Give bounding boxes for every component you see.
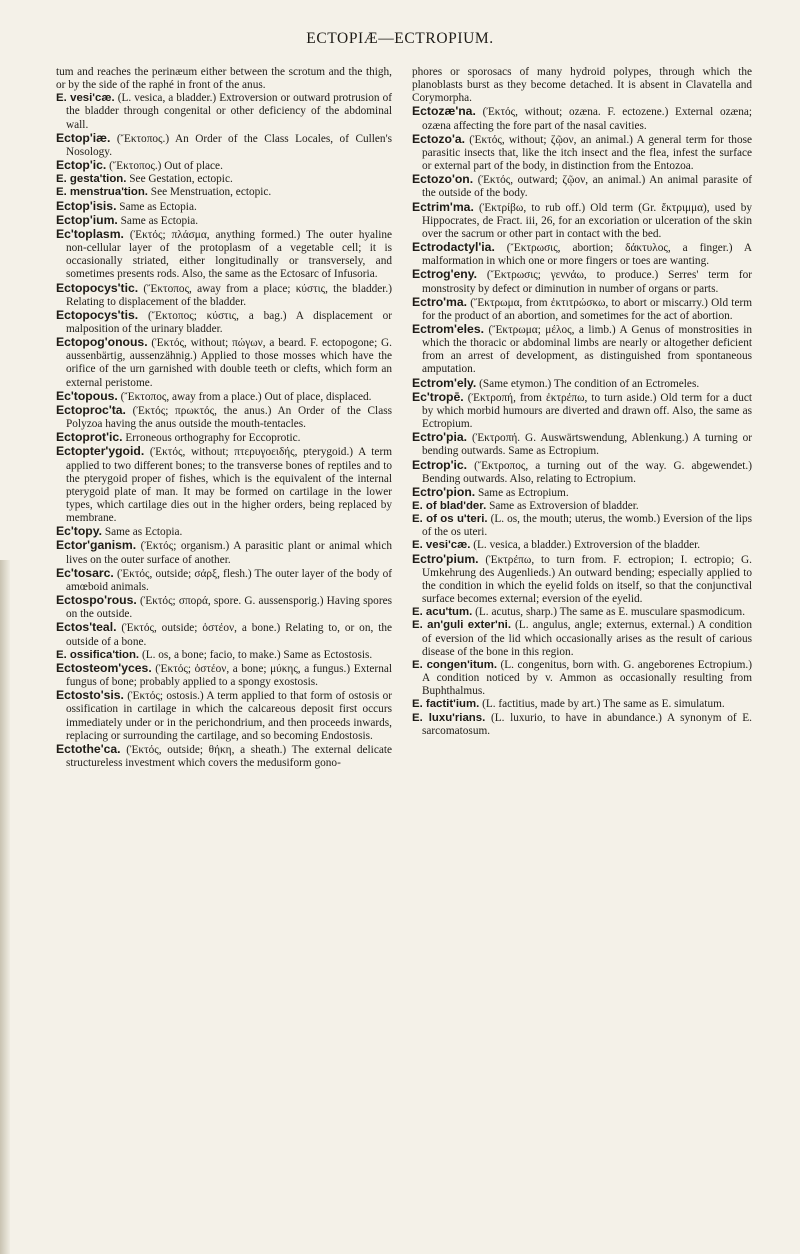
entry-definition: Erroneous orthography for Eccoprotic.: [125, 432, 301, 445]
entry-headword: Ectozæ'na.: [412, 104, 476, 119]
dictionary-entry: [412, 712, 752, 738]
entry-headword: Ectro'pium.: [412, 551, 479, 566]
entry-headword: Ectro'pia.: [412, 430, 468, 445]
left-column: [56, 66, 392, 770]
entry-headword: Ectrog'eny.: [412, 267, 477, 282]
entry-definition: (Ἐκτός, without; πτερυγοειδής, pterygoid.) A term applied to two different bones; to the transverse bones of reptiles and to the pterygoid proper of fishes, which is the equivalent of the internal pterygoid plate of man. It may be formed on cartilage in the lower types, which cartilage dies out in the higher orders, being replaced by membrane.: [66, 446, 392, 525]
entry-definition: (Ἔκτρωμα; μέλος, a limb.) A Genus of monstrosities in which the thoracic or abdominal limbs are nearly or altogether deficient from an arrest of development, as distinguished from spontaneous amputation.: [422, 323, 752, 376]
entry-headword: E. ossifica'tion.: [56, 648, 140, 661]
entry-definition: (Ἐκτός; ὀστέον, a bone; μύκης, a fungus.) External fungus of bone; probably applied to a spongy exostosis.: [66, 662, 392, 689]
dictionary-entry: [56, 390, 392, 404]
entry-headword: Ec'topy.: [56, 524, 103, 539]
dictionary-entry: [56, 539, 392, 566]
entry-headword: Ectop'ium.: [56, 212, 118, 227]
entry-definition: (Ἔκτροπος, a turning out of the way. G. abgewendet.) Bending outwards. Also, relating to Ectropium.: [422, 459, 752, 485]
running-head: ECTOPIÆ—ECTROPIUM.: [306, 30, 494, 47]
dictionary-entry: [56, 214, 392, 228]
entry-definition: (Ἐκτός, outside; ὀστέον, a bone.) Relating to, or on, the outside of a bone.: [66, 622, 392, 648]
entry-headword: Ectrom'eles.: [412, 321, 484, 336]
entry-definition: (Ἐκτός, outside; θήκη, a sheath.) The external delicate structureless investment which covers the medusiform gono-: [66, 743, 392, 769]
entry-definition: (Ἐκτροπή. G. Auswärtswendung, Ablenkung.) A turning or bending outwards. Same as Ectropium.: [422, 432, 752, 458]
entry-headword: Ectos'teal.: [56, 620, 117, 635]
dictionary-entry: [56, 445, 392, 525]
entry-definition: Same as Ectopia.: [104, 526, 183, 539]
entry-headword: Ectop'iæ.: [56, 130, 111, 145]
entry-headword: E. of blad'der.: [412, 500, 487, 512]
entry-definition: Same as Ectropium.: [478, 486, 569, 499]
entry-definition: (Ἐκτός; ostosis.) A term applied to that form of ostosis or ossification in cartilage in which the calcareous deposit first occurs immediately under or in the perichondrium, and then proceeds inwards, replacing or surrounding the cartilage, and so becoming Endostosis.: [66, 690, 392, 742]
entry-definition: (L. luxurio, to have in abundance.) A synonym of E. sarcomatosum.: [422, 711, 752, 737]
dictionary-entry: [412, 619, 752, 658]
entry-definition: Same as Ectopia.: [119, 200, 197, 213]
entry-definition: (Ἔκτοπος.) An Order of the Class Locales, of Cullen's Nosology.: [66, 132, 392, 158]
entry-definition: Same as Ectopia.: [120, 214, 199, 227]
entry-headword: Ectosteom'yces.: [56, 660, 152, 675]
left-entry-list: [56, 92, 392, 770]
entry-headword: E. menstrua'tion.: [56, 186, 148, 199]
entry-headword: Ector'ganism.: [56, 538, 137, 553]
entry-headword: E. vesi'cæ.: [412, 539, 471, 552]
dictionary-entry: [56, 336, 392, 390]
entry-definition: (Ἐκτρίβω, to rub off.) Old term (Gr. ἔκτριμμα), used by Hippocrates, de Fract. iii, 26, for an excoriation or ulceration of the skin over the sacrum or other part in contact with the bed.: [422, 201, 752, 240]
entry-definition: (L. factitius, made by art.) The same as E. simulatum.: [482, 698, 725, 711]
dictionary-entry: [412, 553, 752, 607]
entry-headword: Ec'toplasm.: [56, 226, 124, 241]
dictionary-entry: [412, 459, 752, 486]
entry-headword: Ectoprot'ic.: [56, 430, 123, 445]
entry-definition: (Ἐκτός; πλάσμα, anything formed.) The outer hyaline non-cellular layer of the protoplasm of a vegetable cell; it is occasionally striated, either longitudinally or transversely, and sometimes presents rods. Also, the same as the Ectosarc of Infusoria.: [66, 228, 393, 281]
entry-headword: Ec'topous.: [56, 388, 118, 403]
entry-headword: Ectoproc'ta.: [56, 402, 126, 417]
dictionary-entry: [412, 606, 752, 619]
dictionary-entry: [56, 173, 392, 186]
entry-definition: (Ἔκτοπος.) Out of place.: [109, 160, 223, 173]
dictionary-entry: [412, 105, 752, 132]
dictionary-entry: [56, 309, 392, 336]
entry-definition: (L. acutus, sharp.) The same as E. musculare spasmodicum.: [475, 606, 746, 619]
entry-headword: Ec'tropē.: [412, 389, 464, 404]
entry-definition: (Ἐκτροπή, from ἐκτρέπω, to turn aside.) Old term for a duct by which morbid humours are diverted and drawn off. Also, the same as Ectropium.: [422, 391, 752, 431]
dictionary-entry: [412, 659, 752, 698]
entry-headword: E. vesi'cæ.: [56, 92, 115, 105]
entry-headword: E. congen'itum.: [412, 658, 498, 671]
entry-definition: (Ἐκτός; πρωκτός, the anus.) An Order of the Class Polyzoa having the anus outside the mouth-tentacles.: [66, 404, 393, 431]
entry-headword: E. an'guli exter'ni.: [412, 619, 511, 632]
dictionary-entry: [412, 698, 752, 711]
dictionary-entry: [56, 662, 392, 689]
entry-headword: Ectro'pion.: [412, 484, 476, 499]
dictionary-entry: [56, 621, 392, 648]
dictionary-entry: [56, 228, 392, 282]
entry-definition: (Ἐκτός, outside; σάρξ, flesh.) The outer layer of the body of amœboid animals.: [66, 567, 392, 593]
dictionary-entry: [412, 513, 752, 539]
dictionary-entry: [412, 486, 752, 500]
right-column: [412, 66, 752, 738]
entry-headword: Ectrop'ic.: [412, 457, 468, 472]
dictionary-entry: [56, 689, 392, 743]
dictionary-entry: [412, 133, 752, 173]
entry-definition: (L. congenitus, born with. G. angeborenes Ectropium.) A condition noticed by v. Ammon as occasionally resulting from Buphthalmus.: [422, 658, 752, 698]
dictionary-entry: [412, 296, 752, 323]
entry-definition: (L. os, a bone; facio, to make.) Same as Ectostosis.: [141, 648, 373, 661]
dictionary-entry: [56, 92, 392, 131]
entry-headword: Ectro'ma.: [412, 294, 468, 309]
dictionary-entry: [56, 594, 392, 621]
entry-headword: Ectothe'ca.: [56, 741, 121, 756]
dictionary-entry: [412, 268, 752, 295]
entry-definition: See Menstruation, ectopic.: [150, 186, 272, 199]
entry-headword: E. factit'ium.: [412, 698, 480, 711]
dictionary-entry: [412, 241, 752, 268]
continuation-text: phores or sporosacs of many hydroid polypes, through which the planoblasts burst as they become detached. It is absent in Clavatella and Corymorpha.: [412, 66, 752, 105]
entry-headword: Ectosto'sis.: [56, 688, 124, 703]
entry-headword: Ectrodactyl'ia.: [412, 240, 495, 255]
entry-definition: (Ἔκτρωσις, abortion; δάκτυλος, a finger.) A malformation in which one or more fingers or toes are wanting.: [422, 242, 752, 268]
entry-headword: Ectopocys'tis.: [56, 307, 139, 322]
entry-definition: (Ἔκτρωσις; γεννάω, to produce.) Serres' term for monstrosity by defect or diminution in number of organs or parts.: [422, 269, 753, 295]
entry-definition: (Ἔκτοπος; κύστις, a bag.) A displacement or malposition of the urinary bladder.: [66, 309, 393, 335]
dictionary-entry: [56, 743, 392, 770]
entry-headword: Ectospo'rous.: [56, 593, 137, 608]
entry-definition: (Ἔκτρωμα, from ἐκτιτρώσκω, to abort or miscarry.) Old term for the product of an abortion, and sometimes for the act of abortion.: [422, 296, 753, 322]
continuation-text: tum and reaches the perinæum either between the scrotum and the thigh, or by the side of the raphé in front of the anus.: [56, 66, 392, 92]
dictionary-entry: [56, 525, 392, 539]
entry-definition: (L. vesica, a bladder.) Extroversion of the bladder.: [473, 539, 701, 552]
entry-headword: Ectrim'ma.: [412, 199, 474, 214]
entry-definition: (Ἐκτός, without; πώγων, a beard. F. ectopogone; G. aussenbärtig, aussenzähnig.) Applied to those mosses which have the orifice of the urn garnished with double teeth or clefts, which form an external peristome.: [66, 337, 393, 389]
entry-headword: E. gesta'tion.: [56, 173, 127, 186]
dictionary-entry: [56, 567, 392, 594]
entry-headword: Ectozo'a.: [412, 131, 466, 146]
entry-definition: (L. os, the mouth; uterus, the womb.) Eversion of the lips of the os uteri.: [422, 513, 752, 539]
entry-definition: Same as Extroversion of bladder.: [489, 500, 639, 512]
dictionary-entry: [56, 404, 392, 431]
dictionary-entry: [56, 282, 392, 309]
entry-definition: (L. angulus, angle; externus, external.) A condition of eversion of the lid which occasionally arises as the result of carious disease of the bone in this region.: [422, 619, 752, 658]
entry-headword: Ectopter'ygoid.: [56, 444, 145, 459]
entry-definition: (Ἐκτός; organism.) A parasitic plant or animal which lives on the outer surface of another.: [66, 540, 392, 566]
dictionary-entry: [412, 431, 752, 458]
entry-headword: Ectrom'ely.: [412, 375, 477, 390]
dictionary-entry: [412, 377, 752, 391]
entry-headword: Ectopog'onous.: [56, 335, 148, 350]
entry-definition: (Ἐκτρέπω, to turn from. F. ectropion; I. ectropio; G. Umkehrung des Augenlieds.) An outward bending; especially applied to the condition in which the eyelid folds on itself, so that the conjunctival surface becomes external; eversion of the eyelid.: [422, 553, 752, 606]
entry-headword: Ectopocys'tic.: [56, 280, 139, 295]
entry-definition: (Ἐκτός, without; ζῷον, an animal.) A general term for those parasitic insects that, like the itch insect and the flea, infest the surface or external part of the body, in distinction from the Entozoa.: [422, 133, 752, 173]
entry-definition: (Ἔκτοπος, away from a place; κύστις, the bladder.) Relating to displacement of the bladder.: [66, 282, 392, 308]
entry-definition: (Ἐκτός, outward; ζῷον, an animal.) An animal parasite of the outside of the body.: [422, 174, 752, 200]
entry-headword: Ec'tosarc.: [56, 565, 114, 580]
dictionary-entry: [412, 391, 752, 431]
dictionary-entry: [56, 132, 392, 159]
dictionary-entry: [56, 159, 392, 173]
dictionary-entry: [56, 431, 392, 445]
page-edge-shadow: [0, 560, 10, 1254]
entry-headword: Ectop'isis.: [56, 198, 117, 213]
entry-definition: (Same etymon.) The condition of an Ectromeles.: [479, 377, 700, 390]
dictionary-entry: [56, 200, 392, 214]
dictionary-entry: [412, 173, 752, 200]
entry-headword: E. acu'tum.: [412, 606, 473, 619]
entry-definition: (Ἔκτοπος, away from a place.) Out of place, displaced.: [120, 390, 372, 403]
dictionary-entry: [412, 500, 752, 513]
entry-definition: See Gestation, ectopic.: [129, 173, 233, 186]
entry-definition: (Ἐκτός; σπορά, spore. G. aussensporig.) Having spores on the outside.: [66, 595, 392, 621]
entry-headword: E. luxu'rians.: [412, 711, 486, 724]
dictionary-entry: [412, 323, 752, 377]
entry-headword: Ectop'ic.: [56, 158, 107, 173]
dictionary-entry: [412, 201, 752, 241]
entry-headword: E. of os u'teri.: [412, 513, 488, 526]
right-entry-list: [412, 105, 752, 737]
entry-definition: (Ἐκτός, without; ozæna. F. ectozene.) External ozæna; ozæna affecting the fore part of the nasal cavities.: [422, 106, 752, 132]
entry-headword: Ectozo'on.: [412, 172, 474, 187]
entry-definition: (L. vesica, a bladder.) Extroversion or outward protrusion of the bladder through congenital or other deficiency of the abdominal wall.: [66, 92, 393, 131]
